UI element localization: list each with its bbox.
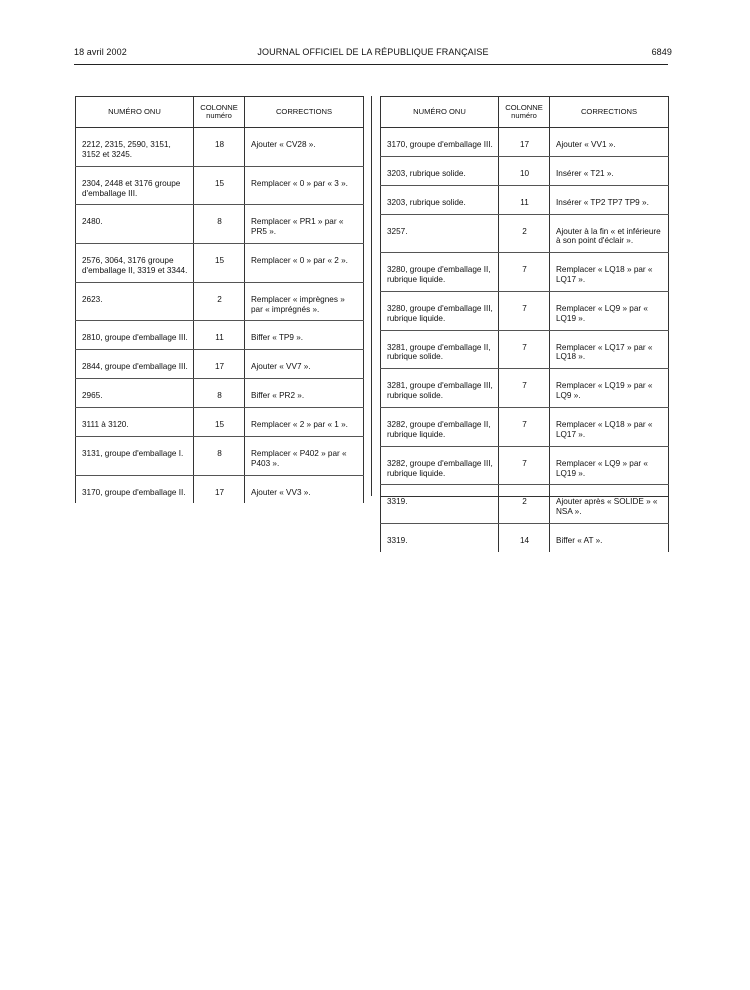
column-number-cell: 17 bbox=[194, 350, 245, 379]
correction-cell: Remplacer « 0 » par « 2 ». bbox=[245, 244, 364, 283]
correction-cell: Biffer « PR2 ». bbox=[245, 379, 364, 408]
header-onu: NUMÉRO ONU bbox=[381, 97, 499, 128]
onu-cell: 3281, groupe d'emballage II, rubrique solide. bbox=[381, 330, 499, 369]
onu-cell: 3319. bbox=[381, 485, 499, 524]
column-number-cell: 11 bbox=[194, 321, 245, 350]
column-number-cell: 2 bbox=[499, 214, 550, 253]
table-header-row bbox=[381, 97, 669, 128]
column-divider bbox=[371, 96, 372, 496]
correction-cell: Remplacer « LQ9 » par « LQ19 ». bbox=[550, 291, 669, 330]
column-number-cell: 8 bbox=[194, 436, 245, 475]
correction-cell: Ajouter après « SOLIDE » « NSA ». bbox=[550, 485, 669, 524]
corrections-table-right bbox=[380, 96, 669, 552]
onu-cell: 3282, groupe d'emballage II, rubrique liquide. bbox=[381, 407, 499, 446]
table-row bbox=[381, 369, 669, 408]
table-row bbox=[381, 330, 669, 369]
column-number-cell: 17 bbox=[194, 475, 245, 503]
correction-cell: Ajouter à la fin « et inférieure à son point d'éclair ». bbox=[550, 214, 669, 253]
onu-cell: 3203, rubrique solide. bbox=[381, 185, 499, 214]
table-row bbox=[381, 214, 669, 253]
onu-cell: 2304, 2448 et 3176 groupe d'emballage III. bbox=[76, 166, 194, 205]
onu-cell: 2212, 2315, 2590, 3151, 3152 et 3245. bbox=[76, 128, 194, 167]
column-number-cell: 7 bbox=[499, 330, 550, 369]
table-row bbox=[381, 291, 669, 330]
onu-cell: 3170, groupe d'emballage III. bbox=[381, 128, 499, 157]
onu-cell: 3281, groupe d'emballage III, rubrique solide. bbox=[381, 369, 499, 408]
correction-cell: Remplacer « LQ19 » par « LQ9 ». bbox=[550, 369, 669, 408]
table-row bbox=[381, 156, 669, 185]
column-number-cell: 11 bbox=[499, 185, 550, 214]
onu-cell: 3319. bbox=[381, 524, 499, 552]
column-number-cell: 18 bbox=[194, 128, 245, 167]
correction-cell: Remplacer « 0 » par « 3 ». bbox=[245, 166, 364, 205]
correction-cell: Remplacer « LQ9 » par « LQ19 ». bbox=[550, 446, 669, 485]
onu-cell: 3282, groupe d'emballage III, rubrique liquide. bbox=[381, 446, 499, 485]
correction-cell: Remplacer « imprègnes » par « imprégnés ». bbox=[245, 282, 364, 321]
column-number-cell: 7 bbox=[499, 407, 550, 446]
column-number-cell: 7 bbox=[499, 291, 550, 330]
column-number-cell: 14 bbox=[499, 524, 550, 552]
header-colonne-line1: COLONNE bbox=[505, 103, 543, 113]
correction-cell: Remplacer « LQ17 » par « LQ18 ». bbox=[550, 330, 669, 369]
onu-cell: 3280, groupe d'emballage III, rubrique liquide. bbox=[381, 291, 499, 330]
table-row bbox=[381, 253, 669, 292]
column-number-cell: 15 bbox=[194, 407, 245, 436]
correction-cell: Ajouter « VV3 ». bbox=[245, 475, 364, 503]
table-row bbox=[76, 166, 364, 205]
table-row bbox=[76, 321, 364, 350]
header-title: JOURNAL OFFICIEL DE LA RÉPUBLIQUE FRANÇAISE bbox=[257, 47, 489, 57]
onu-cell: 2965. bbox=[76, 379, 194, 408]
header-colonne bbox=[194, 97, 245, 128]
column-number-cell: 8 bbox=[194, 379, 245, 408]
header-colonne-line2: numéro bbox=[511, 111, 537, 120]
correction-cell: Biffer « AT ». bbox=[550, 524, 669, 552]
correction-cell: Ajouter « VV7 ». bbox=[245, 350, 364, 379]
column-number-cell: 2 bbox=[194, 282, 245, 321]
header-colonne-line1: COLONNE bbox=[200, 103, 238, 113]
header-colonne-line2: numéro bbox=[206, 111, 232, 120]
onu-cell: 3111 à 3120. bbox=[76, 407, 194, 436]
header-onu: NUMÉRO ONU bbox=[76, 97, 194, 128]
table-row bbox=[381, 128, 669, 157]
header-colonne bbox=[499, 97, 550, 128]
onu-cell: 3170, groupe d'emballage II. bbox=[76, 475, 194, 503]
table-row bbox=[76, 475, 364, 503]
correction-cell: Remplacer « P402 » par « P403 ». bbox=[245, 436, 364, 475]
table-row bbox=[76, 379, 364, 408]
table-row bbox=[76, 128, 364, 167]
correction-cell: Insérer « TP2 TP7 TP9 ». bbox=[550, 185, 669, 214]
table-row bbox=[76, 436, 364, 475]
column-number-cell: 7 bbox=[499, 253, 550, 292]
header-corrections: CORRECTIONS bbox=[245, 97, 364, 128]
corrections-table-left bbox=[75, 96, 364, 503]
table-row bbox=[381, 485, 669, 524]
header-rule bbox=[74, 64, 668, 65]
column-number-cell: 7 bbox=[499, 369, 550, 408]
correction-cell: Insérer « T21 ». bbox=[550, 156, 669, 185]
table-row bbox=[76, 205, 364, 244]
header-corrections: CORRECTIONS bbox=[550, 97, 669, 128]
onu-cell: 2576, 3064, 3176 groupe d'emballage II, 3319 et 3344. bbox=[76, 244, 194, 283]
column-number-cell: 17 bbox=[499, 128, 550, 157]
correction-cell: Biffer « TP9 ». bbox=[245, 321, 364, 350]
table-row bbox=[76, 244, 364, 283]
table-row bbox=[381, 524, 669, 552]
table-bottom-rule bbox=[380, 496, 668, 498]
onu-cell: 2810, groupe d'emballage III. bbox=[76, 321, 194, 350]
table-row bbox=[381, 185, 669, 214]
table-row bbox=[76, 350, 364, 379]
onu-cell: 3203, rubrique solide. bbox=[381, 156, 499, 185]
table-row bbox=[76, 282, 364, 321]
correction-cell: Ajouter « CV28 ». bbox=[245, 128, 364, 167]
onu-cell: 2844, groupe d'emballage III. bbox=[76, 350, 194, 379]
page-header bbox=[74, 44, 672, 62]
header-date: 18 avril 2002 bbox=[74, 47, 127, 57]
correction-cell: Remplacer « PR1 » par « PR5 ». bbox=[245, 205, 364, 244]
table-row bbox=[381, 446, 669, 485]
onu-cell: 3131, groupe d'emballage I. bbox=[76, 436, 194, 475]
column-number-cell: 7 bbox=[499, 446, 550, 485]
correction-cell: Remplacer « LQ18 » par « LQ17 ». bbox=[550, 407, 669, 446]
onu-cell: 3280, groupe d'emballage II, rubrique liquide. bbox=[381, 253, 499, 292]
column-number-cell: 15 bbox=[194, 166, 245, 205]
column-number-cell: 10 bbox=[499, 156, 550, 185]
onu-cell: 3257. bbox=[381, 214, 499, 253]
table-row bbox=[381, 407, 669, 446]
correction-cell: Remplacer « 2 » par « 1 ». bbox=[245, 407, 364, 436]
table-header-row bbox=[76, 97, 364, 128]
correction-cell: Ajouter « VV1 ». bbox=[550, 128, 669, 157]
table-row bbox=[76, 407, 364, 436]
column-number-cell: 2 bbox=[499, 485, 550, 524]
column-number-cell: 8 bbox=[194, 205, 245, 244]
page-number: 6849 bbox=[651, 47, 672, 57]
onu-cell: 2480. bbox=[76, 205, 194, 244]
onu-cell: 2623. bbox=[76, 282, 194, 321]
correction-cell: Remplacer « LQ18 » par « LQ17 ». bbox=[550, 253, 669, 292]
column-number-cell: 15 bbox=[194, 244, 245, 283]
